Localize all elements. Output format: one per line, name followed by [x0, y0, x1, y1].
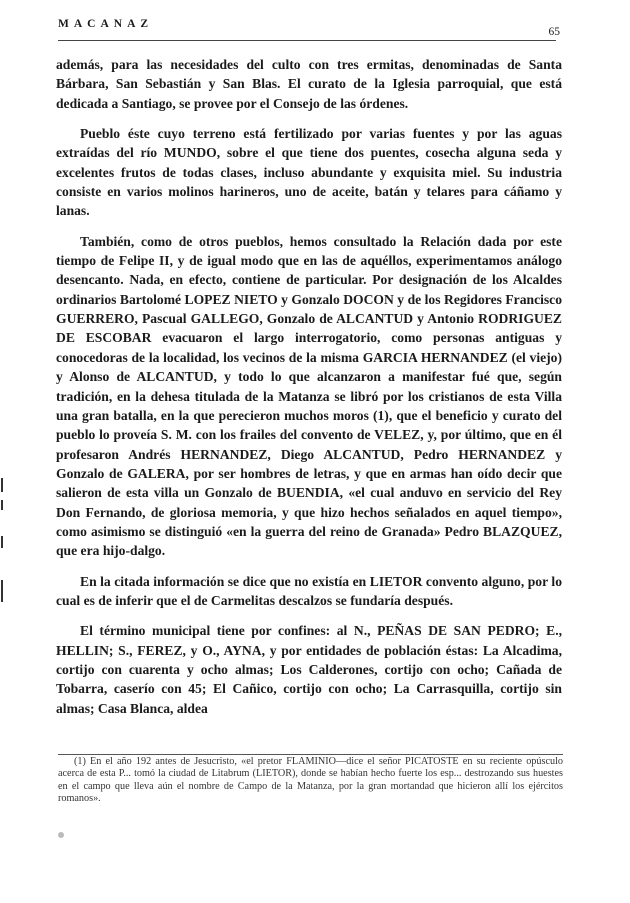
- scan-edge-mark: [1, 478, 3, 492]
- running-head: [58, 16, 560, 41]
- footnote-divider: [58, 754, 563, 755]
- paragraph: además, para las necesidades del culto con tres ermitas, denominadas de Santa Bárbara, San Sebastián y San Blas. El curato de la Iglesia parroquial, que está dedicada a Santiago, se provee por el Consejo de las órdenes.: [56, 57, 562, 111]
- footnotes: [58, 756, 563, 805]
- footnote: (1) En el año 192 antes de Jesucristo, «el pretor FLAMINIO—dice el señor PICATOSTE en su reciente opúsculo acerca de esta P... tomó la ciudad de Litabrum (LIETOR), donde se habían hecho fuerte los esp... destrozando sus huestes en el campo que lleva aún el nombre de Campo de la Matanza, por la gran mortandad que hicieron allí los ejércitos romanos».: [58, 756, 563, 804]
- scan-edge-mark: [1, 580, 3, 602]
- page-number: 65: [548, 26, 560, 38]
- paragraph: El término municipal tiene por confines: al N., PEÑAS DE SAN PEDRO; E., HELLIN; S., FEREZ, y O., AYNA, y por entidades de población éstas: La Alcadima, cortijo con cuarenta y ocho almas; Los Calderones, cortijo con ocho; Cañada de Tobarra, caserío con 45; El Cañico, cortijo con ocho; La Carrasquilla, cortijo sin almas; Casa Blanca, aldea: [56, 623, 562, 716]
- scan-edge-marks: [0, 0, 6, 903]
- paragraph: Pueblo éste cuyo terreno está fertilizado por varias fuentes y por las aguas extraídas del río MUNDO, sobre el que tiene dos puentes, cosecha alguna seda y excelentes frutos de todas clases, incluso abundante y exquisita miel. Su industria consiste en varios molinos harineros, uno de aceite, batán y telares para cáñamo y lanas.: [56, 126, 562, 219]
- scan-edge-mark: [1, 500, 3, 510]
- paragraph: En la citada información se dice que no existía en LIETOR convento alguno, por lo cual es de inferir que el de Carmelitas descalzos se fundaría después.: [56, 573, 562, 608]
- ink-smudge: [58, 832, 64, 838]
- running-title: MACANAZ: [58, 18, 154, 30]
- paragraph: También, como de otros pueblos, hemos consultado la Relación dada por este tiempo de Felipe II, y de igual modo que en las de aquéllos, experimentamos análogo desencanto. Nada, en efecto, contiene de particular. Por designación de los Alcaldes ordinarios Bartolomé LOPEZ NIETO y Gonzalo DOCON y de los Regidores Francisco GUERRERO, Pascual GALLEGO, Gonzalo de ALCANTUD y Antonio RODRIGUEZ DE ESCOBAR evacuaron el largo interrogatorio, como personas antiguas y conocedoras de la localidad, los vecinos de la misma GARCIA HERNANDEZ (el viejo) y Alonso de ALCANTUD, y todo lo que alcanzaron a manifestar fué que, según tradición, en la dehesa titulada de la Matanza se libró por los cristianos de esta Villa una gran batalla, en la que perecieron muchos moros (1), que el beneficio y curato del pueblo lo proveía S. M. con los frailes del convento de VELEZ, y, por último, que en él profesaron Andrés HERNANDEZ, Diego ALCANTUD, Pedro HERNANDEZ y Gonzalo de GALERA, por ser hombres de letras, y que en armas han oído decir que salieron de esta villa un Gonzalo de BUENDIA, «el cual anduvo en servicio del Rey Don Fernando, de gloriosa memoria, y que hizo hechos señalados en aquel tiempo», como asimismo se distinguió «en la guerra del reino de Granada» Pedro BLAZQUEZ, que era hijo-dalgo.: [56, 233, 562, 559]
- scan-edge-mark: [1, 536, 3, 548]
- body-text: [56, 55, 562, 718]
